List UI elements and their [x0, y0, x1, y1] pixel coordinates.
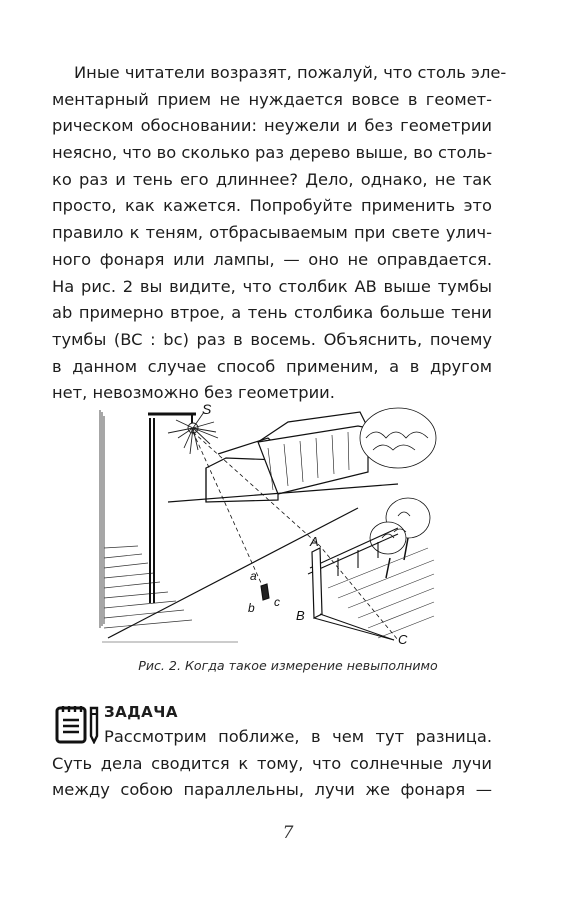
text-line: ко раз и тень его длиннее? Дело, однако, не так [52, 169, 492, 189]
label-B: B [296, 608, 305, 623]
label-c: c [274, 595, 280, 609]
label-A: A [310, 534, 319, 549]
text-line: Рассмотрим поближе, в чем тут разница. [104, 727, 492, 746]
text-line: Иные читатели возразят, пожалуй, что столь эле- [74, 63, 507, 82]
text-line: в данном случае способ применим, а в другом [52, 356, 492, 376]
street-lamp-illustration [98, 398, 440, 650]
task-title: ЗАДАЧА [104, 703, 178, 721]
lamp-post [148, 414, 196, 603]
post-a [261, 584, 269, 600]
trees [360, 408, 436, 578]
post-A [312, 548, 322, 618]
text-line: рическом обосновании: неужели и без геометрии [52, 116, 492, 136]
text-line: ментарный прием не нуждается вовсе в геомет- [52, 89, 492, 109]
task-paragraph [52, 724, 492, 804]
figure-caption: Рис. 2. Когда такое измерение невыполнимо [138, 658, 438, 673]
text-line: нет, невозможно без геометрии. [52, 383, 335, 403]
text-line: тумбы (BC : bc) раз в восемь. Объяснить, почему [52, 329, 492, 349]
text-line: неясно, что во сколько раз дерево выше, во столь- [52, 143, 493, 163]
house-long [258, 412, 368, 494]
text-line: правило к теням, отбрасываемым при свете улич- [52, 223, 492, 243]
page-number: 7 [282, 823, 294, 843]
text-line: между собою параллельны, лучи же фонаря — [52, 780, 492, 800]
text-line: ab примерно втрое, а тень столбика больше тени [52, 303, 492, 323]
text-line: просто, как кажется. Попробуйте применить это [52, 196, 492, 216]
text-line: ного фонаря или лампы, — оно не оправдается. [52, 249, 492, 269]
text-line: На рис. 2 вы видите, что столбик АВ выше тумбы [52, 276, 492, 296]
main-paragraph [52, 60, 507, 407]
label-b: b [248, 601, 255, 615]
label-S: S [202, 401, 212, 417]
label-a: a [250, 569, 257, 583]
label-C: C [398, 632, 408, 647]
text-line: Суть дела сводится к тому, что солнечные лучи [52, 753, 492, 773]
